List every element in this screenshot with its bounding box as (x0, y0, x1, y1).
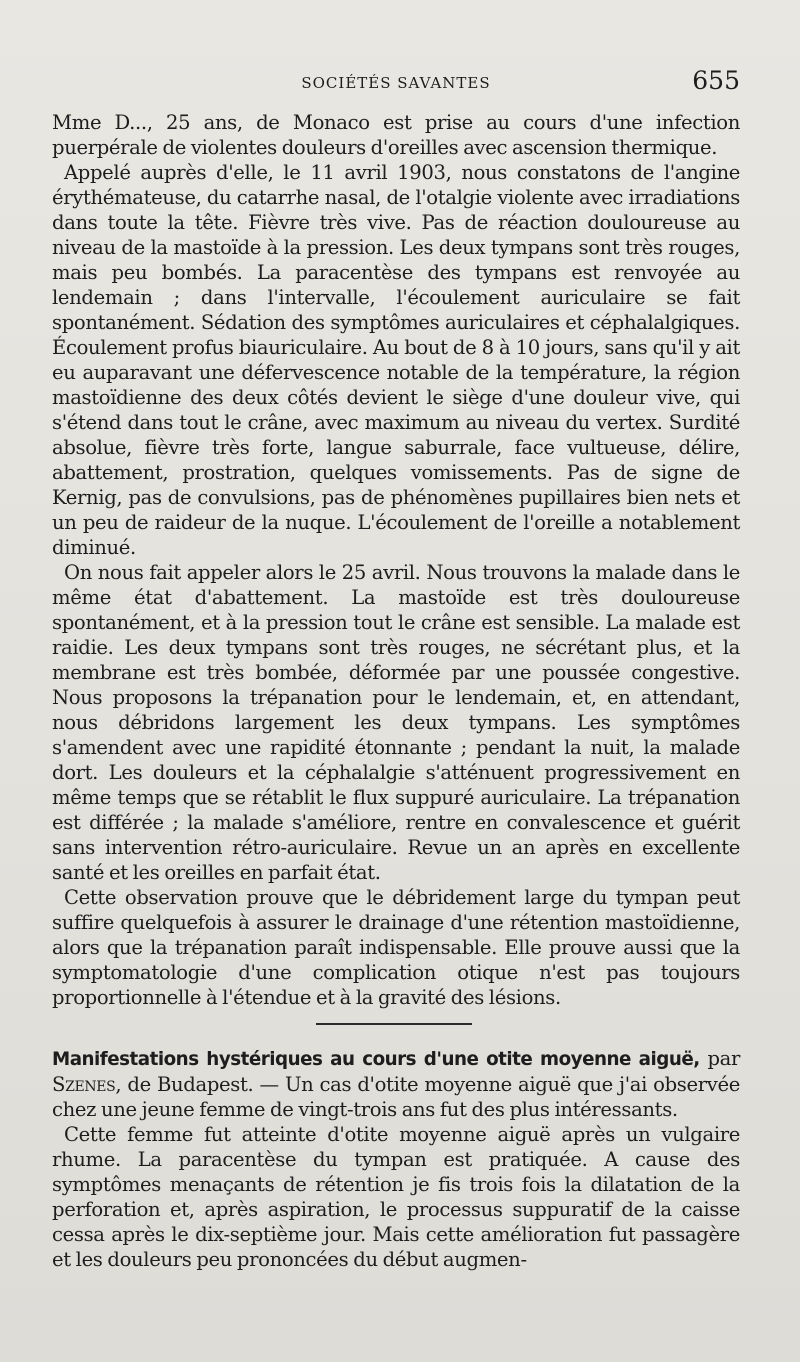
author-name: Szenes (52, 1073, 116, 1096)
paragraph-case-conclusion: Cette observation prouve que le débridement large du tympan peut suffire quelquefois à assurer le drainage d'une rétention mastoïdienne, alors que la trépanation paraît indispensable. Elle prouve aussi que la symptomatologie d'une complication otique n'est pas toujours proportionnelle à l'étendue et à la gravité des lésions. (52, 886, 740, 1009)
running-title: SOCIÉTÉS SAVANTES (301, 74, 491, 92)
byline-rest: , de Budapest. — Un cas d'otite moyenne aiguë que j'ai observée chez une jeune femme de vingt-trois ans fut des plus intéressants. (52, 1073, 740, 1121)
article-title: Manifestations hystériques au cours d'une otite moyenne aiguë, (52, 1049, 700, 1070)
article-heading (52, 1046, 740, 1122)
article-case-report (52, 110, 740, 1010)
byline-prefix: par (707, 1047, 740, 1070)
paragraph-case-treatment: On nous fait appeler alors le 25 avril. Nous trouvons la malade dans le même état d'abattement. La mastoïde est très douloureuse spontanément, et à la pression tout le crâne est sensible. La malade est raidie. Les deux tympans sont très rouges, ne sécrétant plus, et la membrane est très bombée, déformée par une poussée congestive. Nous proposons la trépanation pour le lendemain, et, en attendant, nous débridons largement les deux tympans. Les symptômes s'amendent avec une rapidité étonnante ; pendant la nuit, la malade dort. Les douleurs et la céphalalgie s'atténuent progressivement en même temps que se rétablit le flux suppuré auriculaire. La trépanation est différée ; la malade s'améliore, rentre en convalescence et guérit sans intervention rétro-auriculaire. Revue un an après en excellente santé et les oreilles en parfait état. (52, 561, 740, 884)
paragraph-case-description: Cette femme fut atteinte d'otite moyenne aiguë après un vulgaire rhume. La paracentèse du tympan est pratiquée. A cause des symptômes menaçants de rétention je fis trois fois la dilatation de la perforation et, après aspiration, le processus suppuratif de la caisse cessa après le dix-septième jour. Mais cette amélioration fut passagère et les douleurs peu prononcées du début augmen- (52, 1123, 740, 1271)
paragraph-case-course: Appelé auprès d'elle, le 11 avril 1903, nous constatons de l'angine érythémateuse, du catarrhe nasal, de l'otalgie violente avec irradiations dans toute la tête. Fièvre très vive. Pas de réaction douloureuse au niveau de la mastoïde à la pression. Les deux tympans sont très rouges, mais peu bombés. La paracentèse des tympans est renvoyée au lendemain ; dans l'intervalle, l'écoulement auriculaire se fait spontanément. Sédation des symptômes auriculaires et céphalalgiques. Écoulement profus biauriculaire. Au bout de 8 à 10 jours, sans qu'il y ait eu auparavant une défervescence notable de la température, la région mastoïdienne des deux côtés devient le siège d'une douleur vive, qui s'étend dans tout le crâne, avec maximum au niveau du vertex. Surdité absolue, fièvre très forte, langue saburrale, face vultueuse, délire, abattement, prostration, quelques vomissements. Pas de signe de Kernig, pas de convulsions, pas de phénomènes pupillaires bien nets et un peu de raideur de la nuque. L'écoulement de l'oreille a notablement diminué. (52, 161, 740, 559)
paragraph-case-intro: Mme D..., 25 ans, de Monaco est prise au cours d'une infection puerpérale de violentes douleurs d'oreilles avec ascension thermique. (52, 111, 740, 159)
article-hysterical-manifestations (52, 1046, 740, 1272)
running-head (52, 64, 740, 100)
page-number: 655 (692, 66, 740, 95)
section-divider (316, 1023, 472, 1025)
